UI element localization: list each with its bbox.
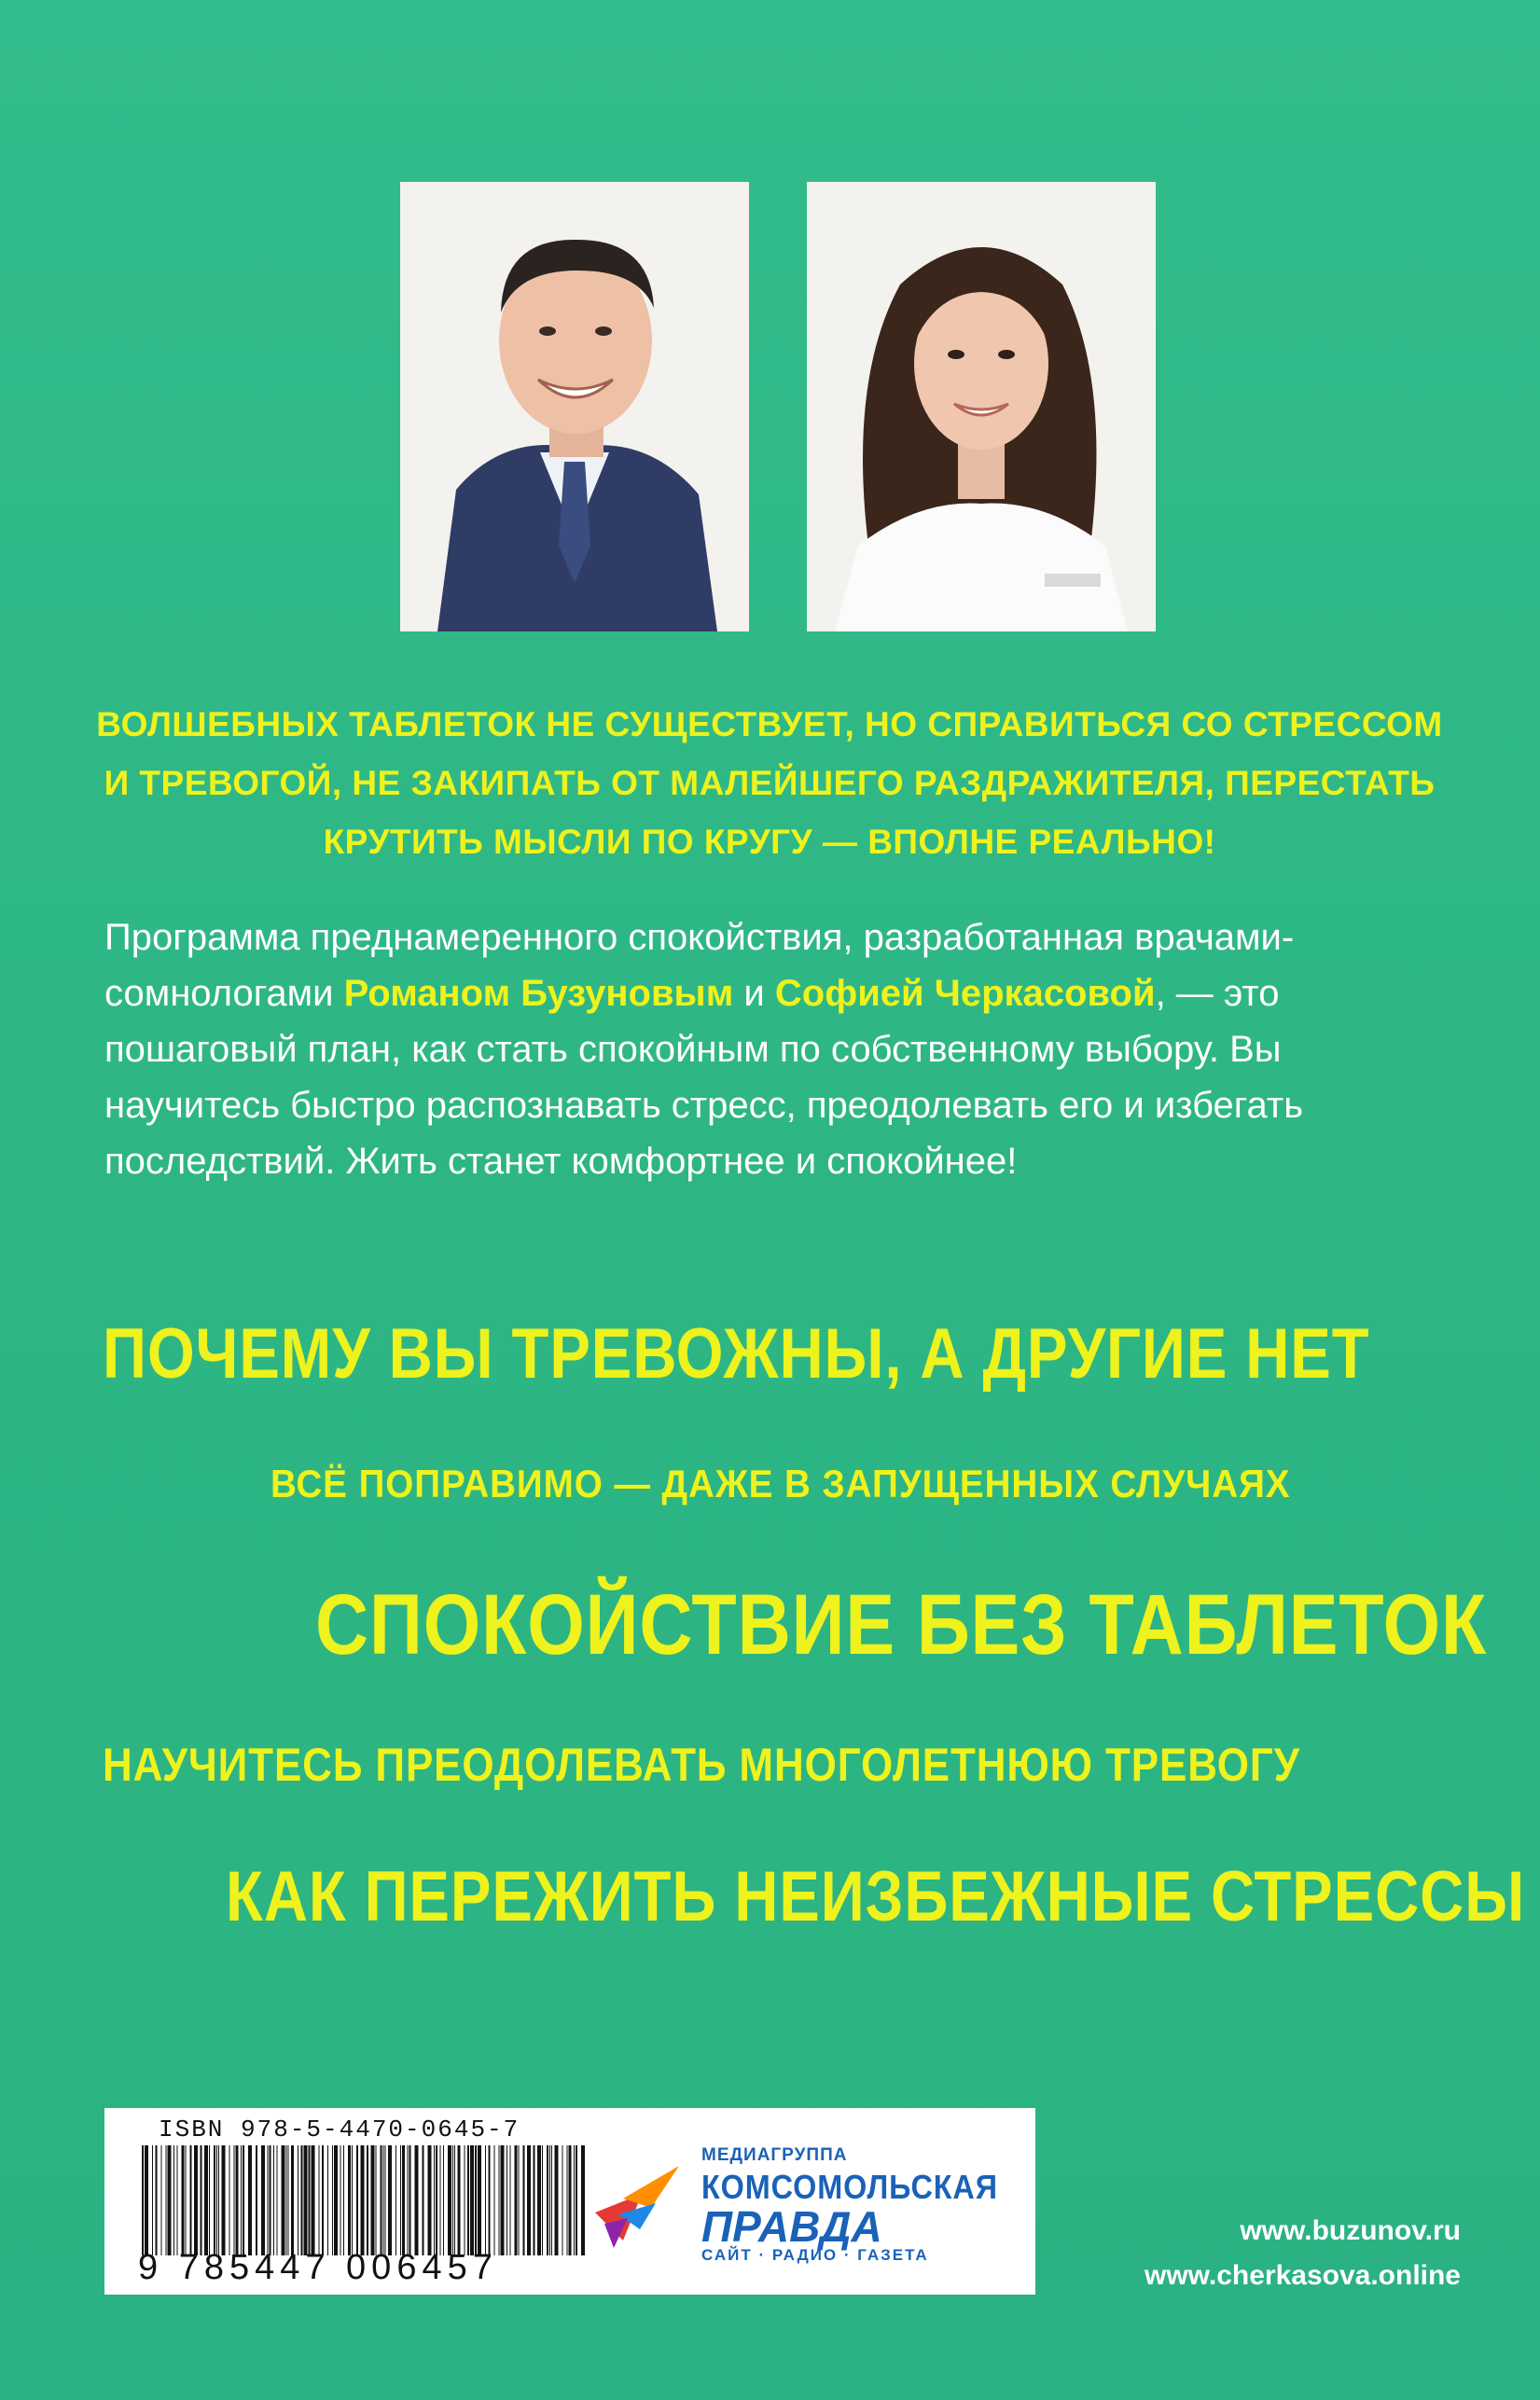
publisher-name-line2: ПРАВДА [701, 2202, 882, 2251]
lead-line: И ТРЕВОГОЙ, НЕ ЗАКИПАТЬ ОТ МАЛЕЙШЕГО РАЗДРАЖИТЕЛЯ, ПЕРЕСТАТЬ [104, 764, 1436, 802]
portrait-man-illustration [400, 182, 749, 631]
tagline: СПОКОЙСТВИЕ БЕЗ ТАБЛЕТОК [315, 1577, 1488, 1672]
isbn-text: ISBN 978-5-4470-0645-7 [159, 2116, 520, 2143]
author-name-cherkasova: Софией Черкасовой [774, 973, 1156, 1014]
url-cherkasova[interactable]: www.cherkasova.online [1144, 2260, 1461, 2291]
url-buzunov[interactable]: www.buzunov.ru [1240, 2215, 1461, 2246]
description-text: Программа преднамеренного спокойствия, разработанная врачами-сомнологами [104, 917, 1295, 1014]
publisher-group-label: МЕДИАГРУППА [701, 2145, 848, 2165]
description-text: и [733, 973, 775, 1014]
publisher-subtitle: САЙТ · РАДИО · ГАЗЕТА [701, 2246, 929, 2264]
lead-line: ВОЛШЕБНЫХ ТАБЛЕТОК НЕ СУЩЕСТВУЕТ, НО СПРАВИТЬСЯ СО СТРЕССОМ [96, 705, 1443, 743]
ean-number: 9 785447 006457 [138, 2248, 498, 2287]
author-photo-man [400, 182, 749, 631]
barcode-panel [104, 2108, 1035, 2295]
bird-icon [586, 2157, 688, 2250]
author-name-buzunov: Романом Бузуновым [343, 973, 734, 1014]
tagline: КАК ПЕРЕЖИТЬ НЕИЗБЕЖНЫЕ СТРЕССЫ [226, 1857, 1526, 1936]
portrait-woman-illustration [807, 182, 1156, 631]
description-text: , — это пошаговый план, как стать спокойным по собственному выбору. Вы научитесь быстро распознавать стресс, преодолевать его и избегать последствий. Жить станет комфортнее и спокойнее! [104, 973, 1304, 1182]
lead-paragraph [93, 695, 1446, 871]
barcode-icon [138, 2145, 586, 2255]
description-paragraph [104, 909, 1448, 1189]
tagline: ПОЧЕМУ ВЫ ТРЕВОЖНЫ, А ДРУГИЕ НЕТ [103, 1314, 1370, 1394]
publisher-logo [586, 2136, 1024, 2267]
tagline: ВСЁ ПОПРАВИМО — ДАЖЕ В ЗАПУЩЕННЫХ СЛУЧАЯХ [271, 1462, 1291, 1505]
author-photo-woman [807, 182, 1156, 631]
tagline: НАУЧИТЕСЬ ПРЕОДОЛЕВАТЬ МНОГОЛЕТНЮЮ ТРЕВОГУ [103, 1739, 1300, 1791]
publisher-name-line1: КОМСОМОЛЬСКАЯ [701, 2168, 998, 2206]
lead-line: КРУТИТЬ МЫСЛИ ПО КРУГУ — ВПОЛНЕ РЕАЛЬНО! [323, 823, 1216, 861]
